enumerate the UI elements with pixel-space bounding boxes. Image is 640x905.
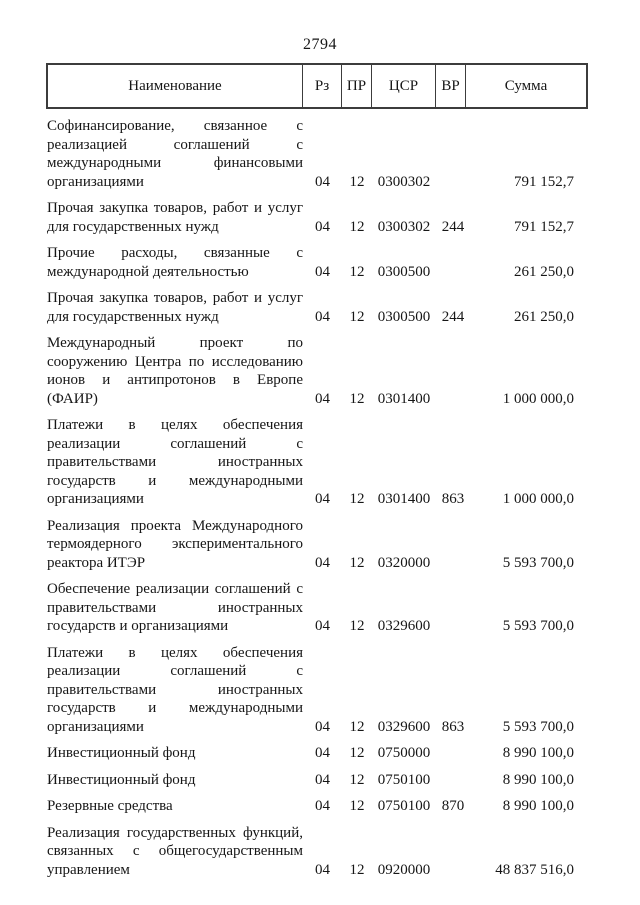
row-sum-cell: 261 250,0 xyxy=(514,308,574,325)
row-name-cell: Прочая закупка товаров, работ и услуг для государственных нужд xyxy=(47,200,303,235)
header-cell-rz: Рз xyxy=(303,65,342,107)
page-number: 2794 xyxy=(303,36,337,53)
row-sum-cell: 5 593 700,0 xyxy=(502,618,574,634)
header-cell-sum: Сумма xyxy=(504,77,548,94)
row-vr-cell: 244 xyxy=(441,218,465,235)
row-pr-cell: 12 xyxy=(349,745,365,761)
row-rz-cell: 04 xyxy=(315,554,330,571)
table-row xyxy=(46,517,588,573)
row-vr-cell: 863 xyxy=(441,718,465,735)
row-sum-cell: 48 837 516,0 xyxy=(495,861,574,878)
row-rz-cell: 04 xyxy=(315,745,330,761)
row-pr-cell: 12 xyxy=(349,798,365,814)
row-rz-cell: 04 xyxy=(315,618,330,634)
row-csr-cell: 0750100 xyxy=(377,771,431,788)
row-name-cell: Софинансирование, связанное с реализацией соглашений с международными финансовыми организациями xyxy=(47,118,303,190)
row-pr-cell: 12 xyxy=(349,491,365,507)
row-csr-cell: 0329600 xyxy=(377,718,431,735)
row-name-cell: Платежи в целях обеспечения реализации соглашений с правительствами иностранных государств и международными организациями xyxy=(47,644,303,735)
table-row xyxy=(46,244,588,281)
row-vr-cell: 870 xyxy=(441,798,465,814)
row-rz-cell: 04 xyxy=(315,173,330,190)
table-row xyxy=(46,771,588,790)
table-row xyxy=(46,644,588,737)
row-sum-cell: 261 250,0 xyxy=(514,263,574,280)
row-vr-cell: 244 xyxy=(441,308,465,325)
row-pr-cell: 12 xyxy=(349,218,365,235)
row-rz-cell: 04 xyxy=(315,308,330,325)
table-row xyxy=(46,797,588,816)
row-sum-cell: 5 593 700,0 xyxy=(502,554,574,571)
row-sum-cell: 791 152,7 xyxy=(514,218,574,235)
table-row xyxy=(46,289,588,326)
table-header xyxy=(46,63,588,109)
row-csr-cell: 0920000 xyxy=(377,861,431,878)
table-row xyxy=(46,824,588,880)
row-name-cell: Международный проект по сооружению Центра по исследованию ионов и антипротонов в Европе (ФАИР) xyxy=(47,335,303,407)
row-pr-cell: 12 xyxy=(349,173,365,190)
row-pr-cell: 12 xyxy=(349,771,365,788)
row-csr-cell: 0320000 xyxy=(377,554,431,571)
row-pr-cell: 12 xyxy=(349,718,365,735)
table-row xyxy=(46,744,588,763)
row-rz-cell: 04 xyxy=(315,491,330,507)
table-row xyxy=(46,580,588,636)
row-csr-cell: 0301400 xyxy=(377,491,431,507)
row-name-cell: Реализация государственных функций, связанных с общегосударственным управлением xyxy=(47,824,303,878)
row-pr-cell: 12 xyxy=(349,390,365,407)
row-pr-cell: 12 xyxy=(349,861,365,878)
row-pr-cell: 12 xyxy=(349,554,365,571)
row-rz-cell: 04 xyxy=(315,798,330,814)
row-sum-cell: 8 990 100,0 xyxy=(502,745,574,761)
row-csr-cell: 0300500 xyxy=(377,263,431,280)
header-cell-pr: ПР xyxy=(342,65,372,107)
row-rz-cell: 04 xyxy=(315,771,330,788)
header-cell-csr: ЦСР xyxy=(372,65,436,107)
row-name-cell: Обеспечение реализации соглашений с правительствами иностранных государств и организациями xyxy=(47,581,303,634)
table-row xyxy=(46,117,588,191)
row-sum-cell: 8 990 100,0 xyxy=(502,771,574,788)
row-name-cell: Прочая закупка товаров, работ и услуг для государственных нужд xyxy=(47,290,303,325)
row-sum-cell: 5 593 700,0 xyxy=(502,718,574,735)
row-vr-cell: 863 xyxy=(441,491,465,507)
row-sum-cell: 791 152,7 xyxy=(514,173,574,190)
row-sum-cell: 1 000 000,0 xyxy=(502,491,574,507)
row-name-cell: Резервные средства xyxy=(47,798,173,814)
row-csr-cell: 0301400 xyxy=(377,390,431,407)
row-csr-cell: 0300302 xyxy=(377,173,431,190)
row-csr-cell: 0750000 xyxy=(377,745,431,761)
row-name-cell: Инвестиционный фонд xyxy=(47,745,196,761)
row-rz-cell: 04 xyxy=(315,390,330,407)
row-sum-cell: 8 990 100,0 xyxy=(502,798,574,814)
row-rz-cell: 04 xyxy=(315,218,330,235)
budget-table xyxy=(46,63,588,879)
row-csr-cell: 0750100 xyxy=(377,798,431,814)
row-pr-cell: 12 xyxy=(349,308,365,325)
row-name-cell: Платежи в целях обеспечения реализации соглашений с правительствами иностранных государств и международными организациями xyxy=(47,417,303,507)
row-pr-cell: 12 xyxy=(349,263,365,280)
row-name-cell: Реализация проекта Международного термоядерного экспериментального реактора ИТЭР xyxy=(47,517,303,571)
row-csr-cell: 0300500 xyxy=(377,308,431,325)
header-cell-name: Наименование xyxy=(48,65,303,107)
row-sum-cell: 1 000 000,0 xyxy=(502,390,574,407)
row-csr-cell: 0300302 xyxy=(377,218,431,235)
row-rz-cell: 04 xyxy=(315,718,330,735)
table-row xyxy=(46,416,588,509)
table-row xyxy=(46,199,588,236)
row-rz-cell: 04 xyxy=(315,263,330,280)
row-name-cell: Прочие расходы, связанные с международной деятельностью xyxy=(47,245,303,280)
row-name-cell: Инвестиционный фонд xyxy=(47,771,196,788)
row-pr-cell: 12 xyxy=(349,618,365,634)
header-cell-vr: ВР xyxy=(436,65,466,107)
row-rz-cell: 04 xyxy=(315,861,330,878)
table-row xyxy=(46,334,588,408)
table-body xyxy=(46,117,588,879)
row-csr-cell: 0329600 xyxy=(377,618,431,634)
